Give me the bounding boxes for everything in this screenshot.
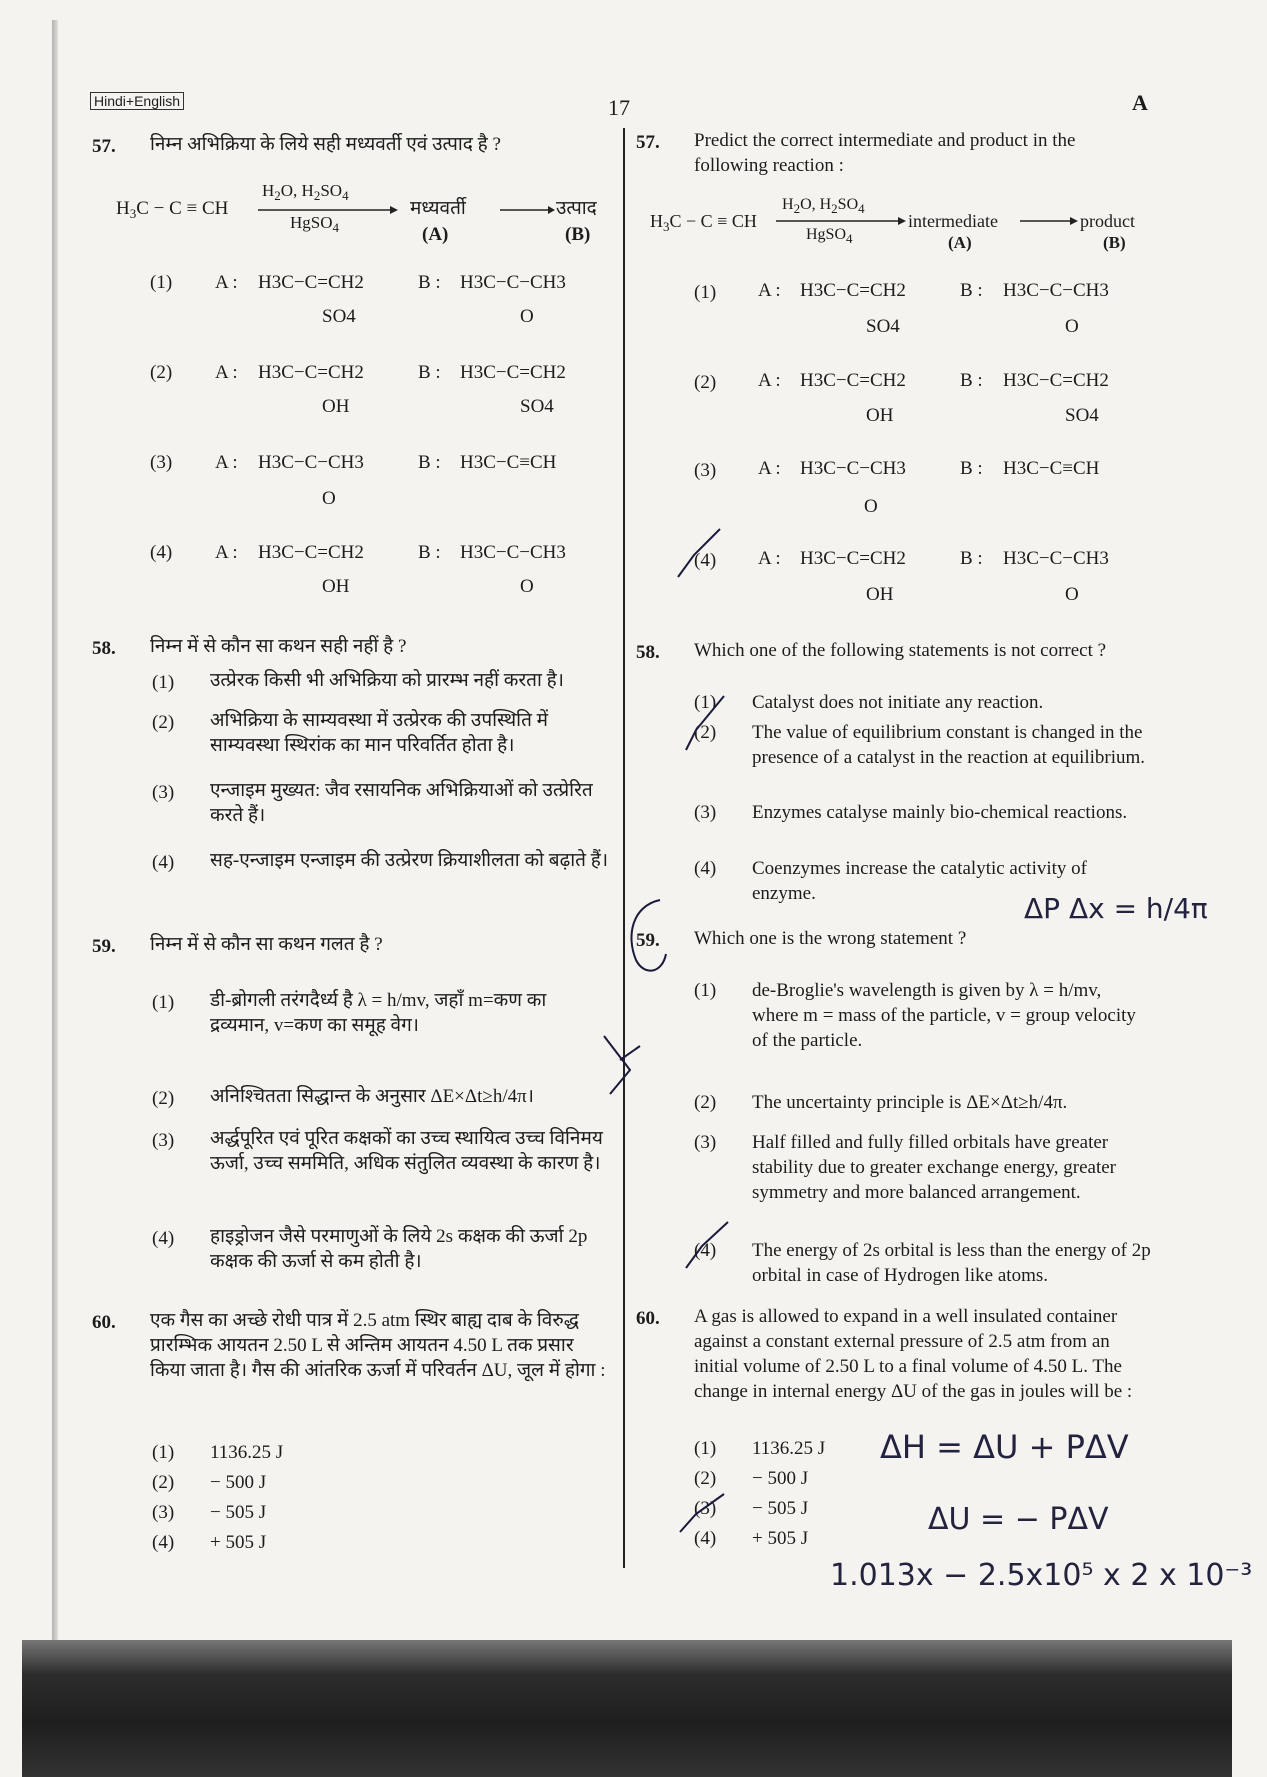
circle-mark [622, 896, 682, 980]
reaction-arrow-2 [500, 205, 555, 215]
question-text: निम्न में से कौन सा कथन गलत है ? [150, 934, 383, 955]
option-text[interactable]: अनिश्चितता सिद्धान्त के अनुसार ΔE×Δt≥h/4π। [210, 1086, 534, 1107]
question-number: 57. [92, 136, 116, 157]
question-number: 57. [636, 132, 660, 153]
option-text[interactable]: − 500 J [752, 1468, 809, 1489]
question-text: एक गैस का अच्छे रोधी पात्र में 2.5 atm स्थिर बाह्य दाब के विरुद्ध प्रारम्भिक आयतन 2.50 L से अन्तिम आयतन 4.50 L तक प्रसार किया जाता है। गैस की आंतरिक ऊर्जा में परिवर्तन ΔU, जूल में होगा : [150, 1310, 606, 1381]
option-number: (4) [694, 1528, 717, 1549]
handwritten-enthalpy: ΔH = ΔU + PΔV [880, 1428, 1129, 1466]
option-number: (3) [152, 1130, 175, 1151]
question-text: A gas is allowed to expand in a well insulated container against a constant external pressure of 2.5 atm from an initial volume of 2.50 L to a final volume of 4.50 L. The change in internal energy ΔU of the gas in joules will be : [694, 1306, 1133, 1402]
option-number: (1) [694, 1438, 717, 1459]
question-text: Which one is the wrong statement ? [694, 928, 967, 949]
column-divider [623, 128, 625, 1568]
intermediate-label: intermediate [908, 211, 998, 231]
option-number: (1) [152, 992, 175, 1013]
option-text[interactable]: The value of equilibrium constant is changed in the presence of a catalyst in the reaction at equilibrium. [752, 722, 1146, 768]
option-number: (1) [152, 672, 175, 693]
scribble-mark [600, 1030, 644, 1100]
page-number: 17 [608, 95, 630, 120]
option-text[interactable]: सह-एन्जाइम एन्जाइम की उत्प्रेरण क्रियाशीलता को बढ़ाते हैं। [210, 850, 609, 871]
option-number: (4) [152, 1228, 175, 1249]
option-text[interactable]: एन्जाइम मुख्यत: जैव रसायनिक अभिक्रियाओं को उत्प्रेरित करते हैं। [210, 780, 593, 826]
option-text[interactable]: Half filled and fully filled orbitals have greater stability due to greater exchange energy, greater symmetry and more balanced arrangement. [752, 1132, 1116, 1203]
option-text[interactable]: उत्प्रेरक किसी भी अभिक्रिया को प्रारम्भ नहीं करता है। [210, 670, 564, 691]
option-text[interactable]: अर्द्धपूरित एवं पूरित कक्षकों का उच्च स्थायित्व उच्च विनिमय ऊर्जा, उच्च सममिति, अधिक संतुलित व्यवस्था के कारण है। [210, 1128, 603, 1174]
option-number: (3) [152, 1502, 175, 1523]
option-number: (1) [694, 692, 717, 713]
option-text[interactable]: 1136.25 J [210, 1442, 284, 1463]
option-text[interactable]: हाइड्रोजन जैसे परमाणुओं के लिये 2s कक्षक की ऊर्जा 2p कक्षक की ऊर्जा से कम होती है। [210, 1226, 588, 1272]
question-number: 58. [92, 638, 116, 659]
option-number: (2) [694, 1468, 717, 1489]
question-text: निम्न अभिक्रिया के लिये सही मध्यवर्ती एवं उत्पाद है ? [150, 134, 501, 155]
option-number: (2) [694, 722, 717, 743]
option-number: (2) [152, 712, 175, 733]
option-text[interactable]: − 505 J [210, 1502, 267, 1523]
option-text[interactable]: de-Broglie's wavelength is given by λ = h/mv, where m = mass of the particle, v = group velocity of the particle. [752, 980, 1136, 1051]
answer-tick-mark [676, 1488, 736, 1538]
handwritten-calculation: 1.013x − 2.5x10⁵ x 2 x 10⁻³ [830, 1558, 1253, 1593]
answer-tick-mark [680, 1216, 740, 1276]
option-text[interactable]: डी-ब्रोगली तरंगदैर्ध्य है λ = h/mv, जहाँ m=कण का द्रव्यमान, v=कण का समूह वेग। [210, 990, 547, 1036]
option-number: (3) [694, 1132, 717, 1153]
language-tag: Hindi+English [90, 92, 184, 110]
question-text: निम्न में से कौन सा कथन सही नहीं है ? [150, 636, 407, 657]
question-number: 58. [636, 642, 660, 663]
answer-tick-mark [672, 525, 732, 585]
option-number: (2) [152, 1472, 175, 1493]
option-number: (1) [152, 1442, 175, 1463]
option-number: (3) [694, 1498, 717, 1519]
handwritten-internal-energy: ΔU = − PΔV [928, 1502, 1109, 1537]
option-number: (4) [152, 852, 175, 873]
question-number: 60. [636, 1308, 660, 1329]
option-text[interactable]: 1136.25 J [752, 1438, 826, 1459]
option-text[interactable]: Catalyst does not initiate any reaction. [752, 692, 1044, 713]
booklet-set: A [1132, 90, 1148, 115]
page-binding-edge [52, 20, 58, 1660]
option-text[interactable]: + 505 J [752, 1528, 809, 1549]
reaction-arrow-2 [1020, 216, 1078, 226]
product-label: उत्पाद [556, 198, 597, 219]
question-number: 60. [92, 1312, 116, 1333]
option-text[interactable]: अभिक्रिया के साम्यवस्था में उत्प्रेरक की उपस्थिति में साम्यवस्था स्थिरांक का मान परिवर्तित होता है। [210, 710, 549, 756]
option-text[interactable]: Enzymes catalyse mainly bio-chemical reactions. [752, 802, 1128, 823]
option-text[interactable]: − 505 J [752, 1498, 809, 1519]
scan-bottom-band [22, 1640, 1232, 1777]
option-number: (3) [694, 802, 717, 823]
option-number: (2) [152, 1088, 175, 1109]
product-label: product [1080, 211, 1135, 231]
option-number: (2) [694, 1092, 717, 1113]
option-text[interactable]: Coenzymes increase the catalytic activity of enzyme. [752, 858, 1087, 904]
option-text[interactable]: The energy of 2s orbital is less than the energy of 2p orbital in case of Hydrogen like atoms. [752, 1240, 1151, 1286]
option-number: (3) [152, 782, 175, 803]
question-number: 59. [636, 930, 660, 951]
option-number: (4) [152, 1532, 175, 1553]
option-text[interactable]: The uncertainty principle is ΔE×Δt≥h/4π. [752, 1092, 1068, 1113]
question-text: Which one of the following statements is not correct ? [694, 640, 1107, 661]
option-number: (1) [694, 980, 717, 1001]
option-number: (4) [694, 1240, 717, 1261]
option-text[interactable]: − 500 J [210, 1472, 267, 1493]
question-number: 59. [92, 936, 116, 957]
intermediate-label: मध्यवर्ती [410, 198, 466, 219]
handwritten-uncertainty: ΔP Δx = h/4π [1024, 892, 1208, 925]
option-text[interactable]: + 505 J [210, 1532, 267, 1553]
answer-tick-mark [680, 690, 740, 760]
question-text: Predict the correct intermediate and product in the following reaction : [694, 130, 1076, 176]
option-number: (4) [694, 858, 717, 879]
